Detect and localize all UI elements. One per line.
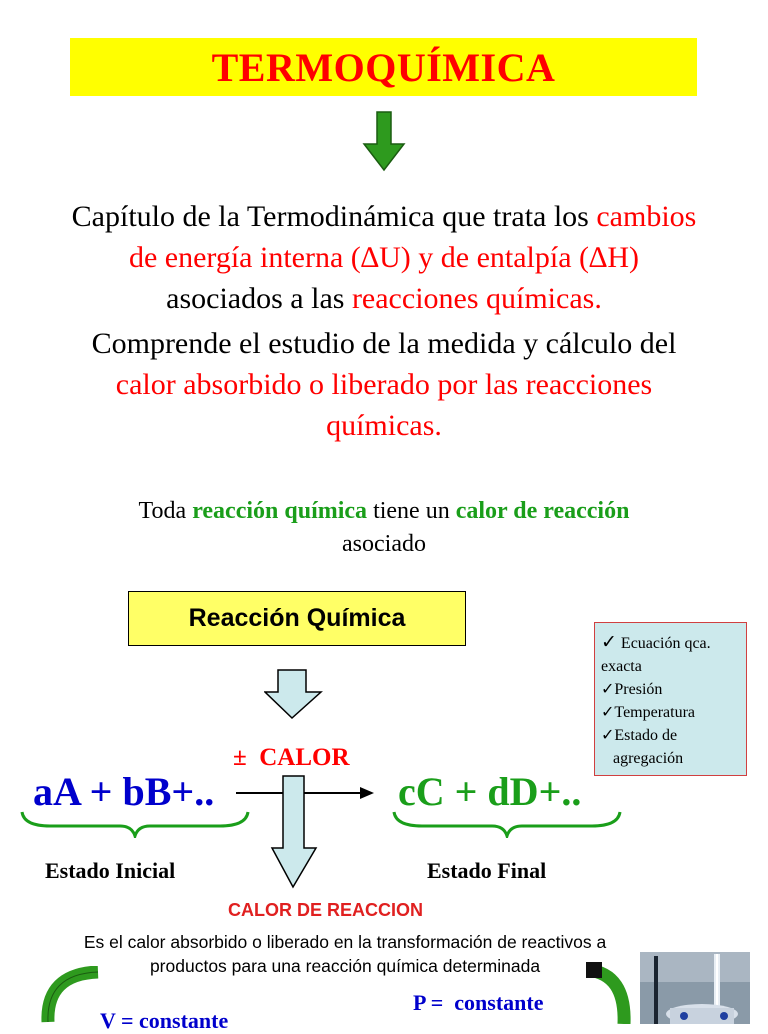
products: cC + dD+.. xyxy=(398,769,582,814)
condition-item: agregación xyxy=(613,750,684,767)
intro-text: Capítulo de la Termodinámica que trata los xyxy=(71,200,597,233)
third-highlight: reacción química xyxy=(192,498,368,524)
third-paragraph xyxy=(0,495,768,561)
condition-item: ✓Temperatura xyxy=(601,704,696,721)
definition-line: productos para una reacción química determinada xyxy=(149,956,541,976)
conditions-box xyxy=(594,622,747,776)
calor-label: ± CALOR xyxy=(233,744,350,771)
second-text: Comprende el estudio de la medida y cálculo del xyxy=(91,327,677,360)
calorimeter-photo xyxy=(640,952,750,1024)
condition-item: ✓Presión xyxy=(601,681,663,698)
brace-icon xyxy=(20,810,250,838)
intro-highlight: cambios xyxy=(596,200,697,233)
third-text: asociado xyxy=(342,531,426,557)
v-constante: V = constante xyxy=(100,1008,229,1033)
definition-line: Es el calor absorbido o liberado en la transformación de reactivos a xyxy=(83,932,607,952)
reaction-box-label: Reacción Química xyxy=(188,604,406,632)
condition-item: exacta xyxy=(601,658,642,675)
second-highlight: químicas. xyxy=(326,409,442,442)
curved-arrow-icon xyxy=(36,966,106,1024)
second-paragraph xyxy=(0,323,768,446)
condition-item: ✓Estado de xyxy=(601,727,678,744)
third-text: tiene un xyxy=(367,498,456,524)
page-title: TERMOQUÍMICA xyxy=(211,44,556,90)
intro-paragraph xyxy=(0,196,768,319)
estado-inicial-label: Estado Inicial xyxy=(45,858,176,883)
condition-item: Ecuación qca. xyxy=(620,635,711,652)
intro-text: asociados a las xyxy=(166,282,352,315)
intro-highlight: reacciones químicas. xyxy=(351,282,602,315)
curved-arrow-icon xyxy=(582,962,634,1024)
estado-final-label: Estado Final xyxy=(427,858,547,883)
down-arrow-icon xyxy=(270,774,318,890)
third-highlight: calor de reacción xyxy=(455,498,630,524)
brace-icon xyxy=(392,810,622,838)
p-constante: P = constante xyxy=(413,990,544,1015)
down-arrow-icon xyxy=(362,110,406,172)
title-banner xyxy=(70,38,697,96)
second-highlight: calor absorbido o liberado por las reacciones xyxy=(115,368,653,401)
calor-reaccion-heading: CALOR DE REACCION xyxy=(228,900,424,920)
third-text: Toda xyxy=(138,498,193,524)
reactants: aA + bB+.. xyxy=(33,769,215,814)
reaction-box xyxy=(128,591,466,646)
check-icon: ✓ xyxy=(601,632,617,653)
down-arrow-icon xyxy=(264,668,324,720)
intro-highlight: de energía interna (∆U) y de entalpía (∆H) xyxy=(128,241,640,274)
